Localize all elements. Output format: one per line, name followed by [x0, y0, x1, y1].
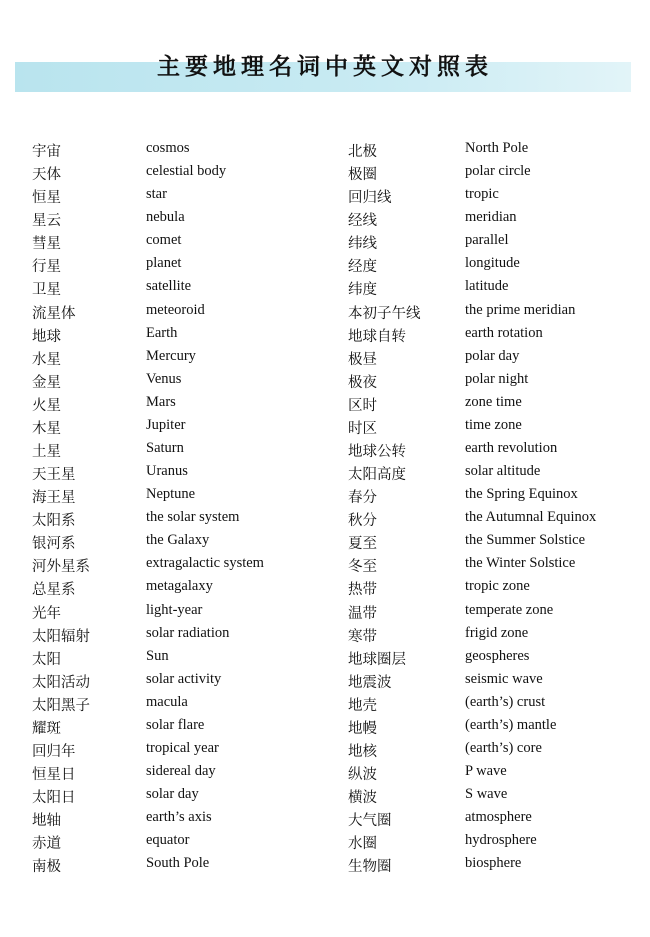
- english-term: cosmos: [146, 140, 190, 156]
- glossary-entry: [32, 161, 332, 184]
- chinese-term: 彗星: [32, 236, 61, 253]
- english-term: parallel: [465, 232, 509, 249]
- glossary-entry: [32, 600, 332, 623]
- chinese-term: 恒星: [32, 190, 61, 207]
- english-term: tropical year: [146, 740, 219, 757]
- english-term: star: [146, 186, 167, 203]
- chinese-term: 流星体: [32, 305, 76, 322]
- english-term: longitude: [465, 255, 520, 272]
- chinese-term: 恒星日: [32, 767, 76, 784]
- english-term: S wave: [465, 786, 508, 803]
- english-term: tropic: [465, 186, 499, 203]
- chinese-term: 卫星: [32, 282, 61, 299]
- glossary-entry: [32, 830, 332, 853]
- glossary-entry: [32, 415, 332, 438]
- english-term: South Pole: [146, 855, 210, 872]
- glossary-entry: [348, 346, 648, 369]
- chinese-term: 河外星系: [32, 559, 90, 576]
- chinese-term: 火星: [32, 397, 61, 414]
- chinese-term: 纵波: [348, 767, 377, 784]
- chinese-term: 极夜: [348, 374, 377, 391]
- glossary-entry: [348, 600, 648, 623]
- glossary-entry: [32, 184, 332, 207]
- english-term: Mars: [146, 393, 176, 410]
- glossary-entry: [348, 692, 648, 715]
- english-term: North Pole: [465, 140, 529, 156]
- glossary-entry: [32, 576, 332, 599]
- chinese-term: 海王星: [32, 490, 76, 507]
- chinese-term: 土星: [32, 444, 61, 461]
- glossary-entry: [32, 507, 332, 530]
- chinese-term: 金星: [32, 374, 61, 391]
- chinese-term: 纬线: [348, 236, 377, 253]
- chinese-term: 地幔: [348, 720, 377, 737]
- glossary-entry: [348, 761, 648, 784]
- glossary-entry: [32, 346, 332, 369]
- chinese-term: 太阳: [32, 651, 61, 668]
- chinese-term: 太阳高度: [348, 467, 406, 484]
- english-term: meteoroid: [146, 301, 205, 318]
- chinese-term: 行星: [32, 259, 61, 276]
- english-term: satellite: [146, 278, 192, 295]
- english-term: planet: [146, 255, 182, 272]
- english-term: temperate zone: [465, 601, 554, 618]
- glossary-entry: [32, 369, 332, 392]
- english-term: the Winter Solstice: [465, 555, 576, 572]
- chinese-term: 地核: [348, 744, 377, 761]
- english-term: hydrosphere: [465, 832, 537, 849]
- glossary-entry: [32, 784, 332, 807]
- chinese-term: 水星: [32, 351, 61, 368]
- glossary-entry: [32, 138, 332, 161]
- glossary-entry: [348, 438, 648, 461]
- english-term: (earth’s) crust: [465, 693, 546, 710]
- glossary-column-left: [32, 138, 332, 877]
- glossary-entry: [32, 715, 332, 738]
- glossary-entry: [32, 461, 332, 484]
- chinese-term: 秋分: [348, 513, 377, 530]
- glossary-entry: [348, 323, 648, 346]
- chinese-term: 大气圈: [348, 813, 392, 830]
- glossary-entry: [32, 553, 332, 576]
- english-term: latitude: [465, 278, 509, 295]
- glossary-entry: [32, 646, 332, 669]
- english-term: (earth’s) mantle: [465, 716, 557, 733]
- chinese-term: 热带: [348, 582, 377, 599]
- glossary-entry: [348, 646, 648, 669]
- glossary-entry: [32, 853, 332, 876]
- english-term: celestial body: [146, 163, 227, 180]
- glossary-entry: [348, 784, 648, 807]
- chinese-term: 总星系: [32, 582, 76, 599]
- english-term: (earth’s) core: [465, 740, 542, 757]
- glossary-entry: [32, 276, 332, 299]
- chinese-term: 太阳系: [32, 513, 76, 530]
- english-term: geospheres: [465, 647, 530, 664]
- glossary-entry: [348, 138, 648, 161]
- glossary-entry: [32, 761, 332, 784]
- glossary-entry: [32, 530, 332, 553]
- chinese-term: 地球: [32, 328, 61, 345]
- chinese-term: 南极: [32, 859, 61, 876]
- chinese-term: 时区: [348, 420, 377, 437]
- english-term: nebula: [146, 209, 185, 226]
- chinese-term: 冬至: [348, 559, 377, 576]
- english-term: extragalactic system: [146, 555, 264, 572]
- english-term: meridian: [465, 209, 517, 226]
- english-term: earth’s axis: [146, 809, 212, 826]
- glossary-entry: [348, 300, 648, 323]
- glossary-entry: [348, 415, 648, 438]
- glossary-entry: [348, 853, 648, 876]
- glossary-entry: [32, 623, 332, 646]
- english-term: earth revolution: [465, 440, 558, 457]
- glossary-entry: [32, 300, 332, 323]
- glossary-entry: [348, 830, 648, 853]
- english-term: polar day: [465, 347, 520, 364]
- chinese-term: 回归线: [348, 190, 392, 207]
- english-term: Mercury: [146, 347, 196, 364]
- chinese-term: 横波: [348, 790, 377, 807]
- glossary-entry: [348, 369, 648, 392]
- chinese-term: 地球自转: [348, 328, 406, 345]
- glossary-entry: [32, 392, 332, 415]
- english-term: solar altitude: [465, 463, 541, 480]
- chinese-term: 水圈: [348, 836, 377, 853]
- english-term: zone time: [465, 393, 522, 410]
- english-term: Venus: [146, 370, 182, 387]
- english-term: frigid zone: [465, 624, 529, 641]
- glossary-entry: [348, 253, 648, 276]
- chinese-term: 区时: [348, 397, 377, 414]
- chinese-term: 极昼: [348, 351, 377, 368]
- glossary-entry: [32, 669, 332, 692]
- glossary-entry: [348, 553, 648, 576]
- english-term: atmosphere: [465, 809, 532, 826]
- chinese-term: 星云: [32, 213, 61, 230]
- glossary-entry: [348, 807, 648, 830]
- english-term: Earth: [146, 324, 178, 341]
- english-term: tropic zone: [465, 578, 530, 595]
- glossary-entry: [348, 715, 648, 738]
- glossary-entry: [348, 207, 648, 230]
- glossary-entry: [32, 692, 332, 715]
- glossary-entry: [348, 161, 648, 184]
- glossary-entry: [32, 484, 332, 507]
- glossary-entry: [348, 484, 648, 507]
- english-term: solar day: [146, 786, 199, 803]
- chinese-term: 经度: [348, 259, 377, 276]
- english-term: Jupiter: [146, 416, 186, 433]
- glossary-entry: [32, 207, 332, 230]
- english-term: polar night: [465, 370, 529, 387]
- english-term: solar activity: [146, 670, 222, 687]
- chinese-term: 地壳: [348, 697, 377, 714]
- english-term: Neptune: [146, 486, 196, 503]
- chinese-term: 天王星: [32, 467, 76, 484]
- chinese-term: 天体: [32, 167, 61, 184]
- english-term: the Summer Solstice: [465, 532, 586, 549]
- english-term: the solar system: [146, 509, 240, 526]
- chinese-term: 耀斑: [32, 720, 61, 737]
- english-term: seismic wave: [465, 670, 543, 687]
- english-term: equator: [146, 832, 190, 849]
- english-term: the Autumnal Equinox: [465, 509, 597, 526]
- english-term: comet: [146, 232, 182, 249]
- glossary-entry: [32, 323, 332, 346]
- chinese-term: 地球公转: [348, 444, 406, 461]
- english-term: Uranus: [146, 463, 188, 480]
- glossary-entry: [32, 738, 332, 761]
- chinese-term: 夏至: [348, 536, 377, 553]
- glossary-entry: [348, 530, 648, 553]
- chinese-term: 银河系: [32, 536, 76, 553]
- glossary-column-right: [348, 138, 648, 877]
- english-term: polar circle: [465, 163, 531, 180]
- english-term: sidereal day: [146, 763, 216, 780]
- glossary-entry: [348, 392, 648, 415]
- english-term: earth rotation: [465, 324, 543, 341]
- chinese-term: 温带: [348, 605, 377, 622]
- english-term: the Galaxy: [146, 532, 210, 549]
- glossary-entry: [32, 253, 332, 276]
- english-term: the Spring Equinox: [465, 486, 578, 503]
- english-term: the prime meridian: [465, 301, 576, 318]
- english-term: solar radiation: [146, 624, 230, 641]
- chinese-term: 地轴: [32, 813, 61, 830]
- english-term: P wave: [465, 763, 507, 780]
- chinese-term: 地球圈层: [348, 651, 406, 668]
- page-title: 主要地理名词中英文对照表: [157, 54, 493, 80]
- chinese-term: 春分: [348, 490, 377, 507]
- glossary-entry: [348, 507, 648, 530]
- chinese-term: 本初子午线: [348, 305, 421, 322]
- english-term: metagalaxy: [146, 578, 213, 595]
- chinese-term: 宇宙: [32, 144, 61, 160]
- chinese-term: 赤道: [32, 836, 61, 853]
- chinese-term: 纬度: [348, 282, 377, 299]
- glossary-entry: [32, 438, 332, 461]
- chinese-term: 光年: [32, 605, 61, 622]
- glossary-entry: [348, 738, 648, 761]
- english-term: Saturn: [146, 440, 184, 457]
- chinese-term: 回归年: [32, 744, 76, 761]
- glossary-entry: [348, 623, 648, 646]
- english-term: macula: [146, 693, 188, 710]
- english-term: light-year: [146, 601, 203, 618]
- english-term: solar flare: [146, 716, 205, 733]
- chinese-term: 寒带: [348, 628, 377, 645]
- chinese-term: 经线: [348, 213, 377, 230]
- glossary-entry: [348, 184, 648, 207]
- chinese-term: 北极: [348, 144, 377, 160]
- english-term: biosphere: [465, 855, 522, 872]
- glossary-entry: [348, 276, 648, 299]
- chinese-term: 生物圈: [348, 859, 392, 876]
- chinese-term: 太阳日: [32, 790, 76, 807]
- glossary-entry: [32, 807, 332, 830]
- glossary-entry: [348, 669, 648, 692]
- glossary-entry: [348, 576, 648, 599]
- chinese-term: 地震波: [348, 674, 392, 691]
- chinese-term: 木星: [32, 420, 61, 437]
- glossary-entry: [348, 230, 648, 253]
- chinese-term: 极圈: [348, 167, 377, 184]
- chinese-term: 太阳活动: [32, 674, 90, 691]
- glossary-entry: [348, 461, 648, 484]
- glossary-entry: [32, 230, 332, 253]
- english-term: Sun: [146, 647, 169, 664]
- chinese-term: 太阳黑子: [32, 697, 90, 714]
- chinese-term: 太阳辐射: [32, 628, 90, 645]
- english-term: time zone: [465, 416, 522, 433]
